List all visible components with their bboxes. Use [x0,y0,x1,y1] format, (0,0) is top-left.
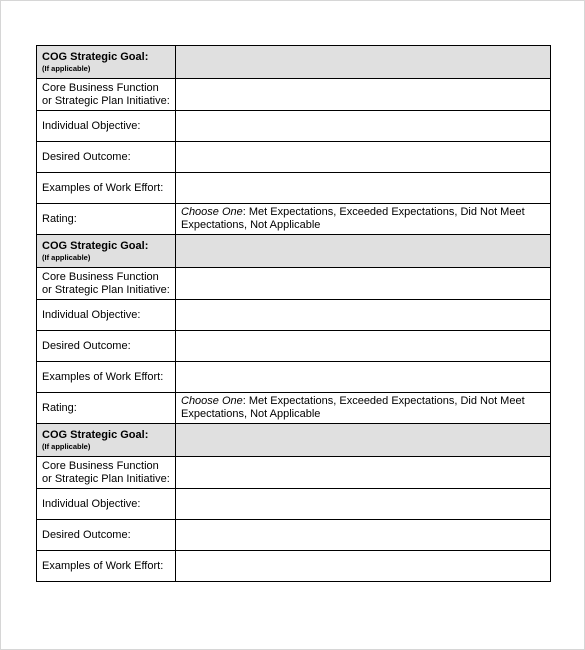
objective-row [37,489,551,520]
core-function-field[interactable] [176,268,551,300]
rating-label: Rating: [37,393,176,424]
objectives-form-table [36,45,551,582]
outcome-label: Desired Outcome: [37,520,176,551]
core-function-label: Core Business Function or Strategic Plan Initiative: [37,79,176,111]
objective-label: Individual Objective: [37,300,176,331]
rating-field[interactable] [176,204,551,235]
objective-row [37,111,551,142]
work-effort-label: Examples of Work Effort: [37,362,176,393]
goal-label-cell [37,235,176,268]
choose-one-label: Choose One [181,206,243,218]
goal-value-cell[interactable] [176,424,551,457]
objective-field[interactable] [176,300,551,331]
goal-row [37,46,551,79]
goal-sublabel: (If applicable) [42,252,91,262]
goal-sublabel: (If applicable) [42,63,91,73]
objective-label: Individual Objective: [37,111,176,142]
rating-options: : Met Expectations, Exceeded Expectations, Did Not Meet Expectations, Not Applicable [181,206,525,231]
outcome-label: Desired Outcome: [37,331,176,362]
rating-field[interactable] [176,393,551,424]
work-effort-row [37,362,551,393]
outcome-field[interactable] [176,142,551,173]
rating-label: Rating: [37,204,176,235]
outcome-label: Desired Outcome: [37,142,176,173]
work-effort-field[interactable] [176,551,551,582]
rating-row [37,393,551,424]
core-function-label: Core Business Function or Strategic Plan Initiative: [37,268,176,300]
outcome-field[interactable] [176,520,551,551]
core-function-row [37,268,551,300]
core-function-row [37,79,551,111]
choose-one-label: Choose One [181,395,243,407]
goal-label: COG Strategic Goal: [42,239,149,252]
goal-label: COG Strategic Goal: [42,428,149,441]
objective-field[interactable] [176,111,551,142]
goal-label-cell [37,424,176,457]
core-function-field[interactable] [176,457,551,489]
outcome-row [37,142,551,173]
work-effort-label: Examples of Work Effort: [37,551,176,582]
work-effort-row [37,551,551,582]
core-function-row [37,457,551,489]
work-effort-row [37,173,551,204]
goal-value-cell[interactable] [176,46,551,79]
goal-value-cell[interactable] [176,235,551,268]
goal-label-cell [37,46,176,79]
goal-row [37,235,551,268]
core-function-label: Core Business Function or Strategic Plan Initiative: [37,457,176,489]
objective-field[interactable] [176,489,551,520]
work-effort-field[interactable] [176,173,551,204]
outcome-row [37,520,551,551]
goal-label: COG Strategic Goal: [42,50,149,63]
objective-label: Individual Objective: [37,489,176,520]
goal-row [37,424,551,457]
goal-sublabel: (If applicable) [42,441,91,451]
outcome-row [37,331,551,362]
rating-options: : Met Expectations, Exceeded Expectations, Did Not Meet Expectations, Not Applicable [181,395,525,420]
rating-row [37,204,551,235]
outcome-field[interactable] [176,331,551,362]
core-function-field[interactable] [176,79,551,111]
work-effort-label: Examples of Work Effort: [37,173,176,204]
work-effort-field[interactable] [176,362,551,393]
objective-row [37,300,551,331]
